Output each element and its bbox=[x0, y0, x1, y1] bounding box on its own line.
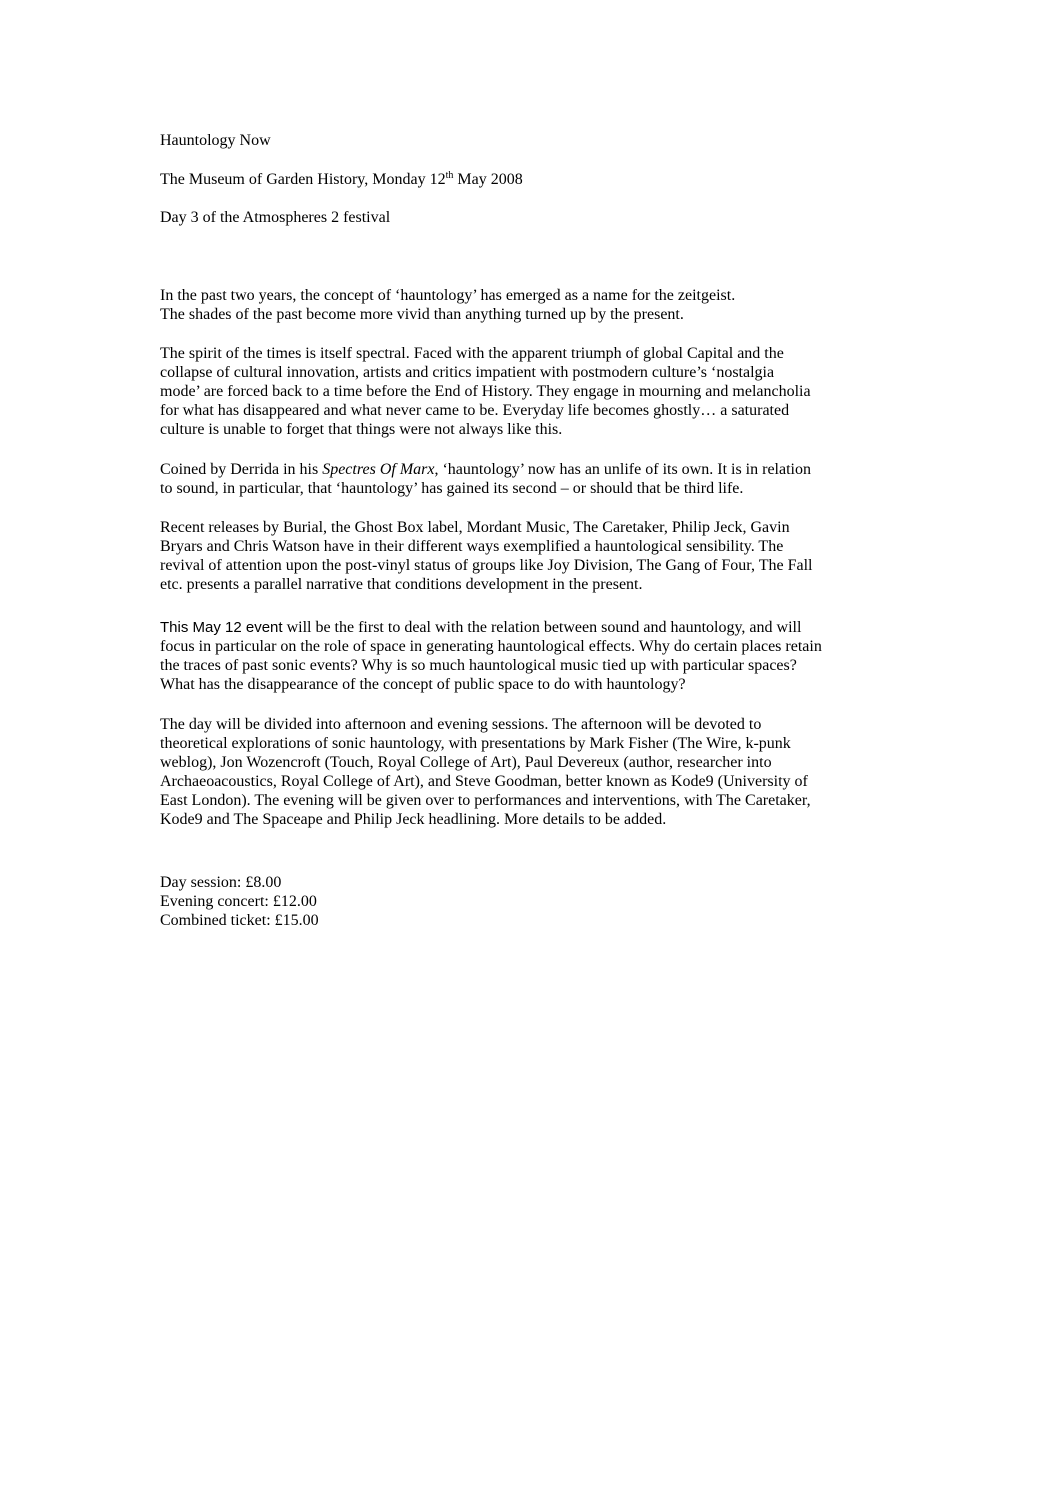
text-line bbox=[160, 460, 811, 479]
paragraph-spirit-of-times bbox=[160, 344, 811, 439]
paragraph-zeitgeist bbox=[160, 286, 735, 324]
text-line: The shades of the past become more vivid than anything turned up by the present. bbox=[160, 306, 684, 323]
paragraph-derrida bbox=[160, 460, 811, 498]
text-line: collapse of cultural innovation, artists and critics impatient with postmodern culture’s ‘nostalgia bbox=[160, 364, 775, 381]
text-line: mode’ are forced back to a time before the End of History. They engage in mourning and melancholia bbox=[160, 383, 811, 400]
date-ordinal: th bbox=[445, 170, 454, 181]
event-lead: This May 12 event bbox=[160, 619, 283, 636]
text-line: East London). The evening will be given over to performances and interventions, with The Caretaker, bbox=[160, 792, 811, 809]
text-line: The spirit of the times is itself spectral. Faced with the apparent triumph of global Capital and the bbox=[160, 345, 784, 362]
paragraph-releases bbox=[160, 518, 812, 594]
text-line: weblog), Jon Wozencroft (Touch, Royal College of Art), Paul Devereux (author, researcher into bbox=[160, 754, 772, 771]
text-line: Kode9 and The Spaceape and Philip Jeck headlining. More details to be added. bbox=[160, 811, 667, 828]
text-line: The day will be divided into afternoon and evening sessions. The afternoon will be devoted to bbox=[160, 716, 762, 733]
text-line: revival of attention upon the post-vinyl status of groups like Joy Division, The Gang of Four, The Fall bbox=[160, 557, 813, 574]
text-line: Recent releases by Burial, the Ghost Box label, Mordant Music, The Caretaker, Philip Jeck, Gavin bbox=[160, 519, 790, 536]
venue-prefix: The Museum of Garden History, Monday 12 bbox=[160, 171, 446, 188]
book-title: Spectres Of Marx bbox=[322, 461, 435, 478]
text-line: theoretical explorations of sonic hauntology, with presentations by Mark Fisher (The Wire, k-punk bbox=[160, 735, 791, 752]
document-title: Hauntology Now bbox=[160, 132, 271, 149]
text-line bbox=[160, 618, 822, 637]
text-line: What has the disappearance of the concept of public space to do with hauntology? bbox=[160, 676, 686, 693]
festival-line: Day 3 of the Atmospheres 2 festival bbox=[160, 209, 391, 226]
text-line: culture is unable to forget that things were not always like this. bbox=[160, 421, 563, 438]
text-line: Bryars and Chris Watson have in their different ways exemplified a hauntological sensibility. The bbox=[160, 538, 784, 555]
price-evening-concert: Evening concert: £12.00 bbox=[160, 893, 317, 910]
price-list bbox=[160, 873, 319, 930]
text-line: the traces of past sonic events? Why is so much hauntological music tied up with particular spaces? bbox=[160, 657, 797, 674]
text-line: Archaeoacoustics, Royal College of Art), and Steve Goodman, better known as Kode9 (University of bbox=[160, 773, 808, 790]
text-fragment: Coined by Derrida in his bbox=[160, 461, 323, 478]
text-line: for what has disappeared and what never came to be. Everyday life becomes ghostly… a saturated bbox=[160, 402, 790, 419]
text-line: In the past two years, the concept of ‘hauntology’ has emerged as a name for the zeitgeist. bbox=[160, 287, 736, 304]
text-fragment: , ‘hauntology’ now has an unlife of its own. It is in relation bbox=[434, 461, 811, 478]
text-line: to sound, in particular, that ‘hauntology’ has gained its second – or should that be third life. bbox=[160, 480, 744, 497]
price-day-session: Day session: £8.00 bbox=[160, 874, 282, 891]
price-combined-ticket: Combined ticket: £15.00 bbox=[160, 912, 319, 929]
paragraph-event bbox=[160, 618, 822, 694]
text-fragment: will be the first to deal with the relation between sound and hauntology, and will bbox=[282, 619, 802, 636]
text-line: etc. presents a parallel narrative that conditions development in the present. bbox=[160, 576, 643, 593]
venue-date-line bbox=[160, 170, 523, 189]
venue-suffix: May 2008 bbox=[453, 171, 523, 188]
paragraph-sessions bbox=[160, 715, 811, 829]
text-line: focus in particular on the role of space in generating hauntological effects. Why do certain places retain bbox=[160, 638, 822, 655]
